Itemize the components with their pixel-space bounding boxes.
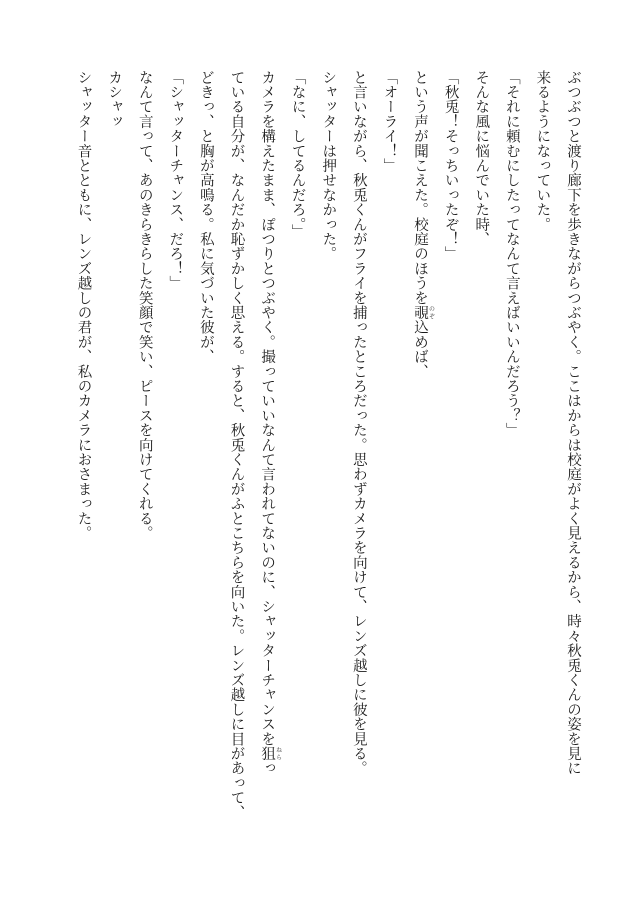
text-line-13: どきっ、と胸が高鳴る。私に気づいた彼が、 [197, 70, 214, 364]
ruby-nerai-base: 狙 [259, 746, 276, 761]
text-line-5: 「秋兎！そっちいったぞ！」 [442, 70, 459, 262]
text-line-8: と言いながら、秋兎くんがフライを捕ったところだった。思わずカメラを向けて、レンズ越しに彼を見る。 [350, 70, 367, 776]
text-line-9: シャッターは押せなかった。 [320, 70, 337, 262]
text-line-6-part-b: 込めば、 [412, 319, 429, 379]
text-line-1: ぶつぶつと渡り廊下を歩きながらつぶやく。ここはからは校庭がよく見えるから、時々秋兎くんの姿を見に [565, 70, 581, 776]
text-line-7: 「オーライ！」 [381, 70, 398, 173]
text-line-4: そんな風に悩んでいた時、 [473, 70, 490, 247]
ruby-nerai-reading: ねら [274, 746, 282, 761]
vertical-text-body [75, 70, 588, 870]
text-line-10: 「なに、してるんだろ。」 [289, 70, 306, 240]
text-line-6-part-a: という声が聞こえた。校庭のほうを [412, 70, 429, 306]
text-line-11 [251, 70, 282, 870]
ruby-nozoki [412, 305, 435, 320]
ruby-nerai [259, 746, 282, 761]
text-line-14: 「シャッターチャンス、だろ！」 [167, 70, 184, 291]
text-line-17: シャッター音とともに、レンズ越しの君が、私のカメラにおさまった。 [75, 70, 92, 541]
text-line-2: 来るようになっていた。 [534, 70, 551, 232]
text-line-6 [404, 70, 435, 870]
ruby-nozoki-reading: のぞ [427, 305, 435, 320]
text-line-15: なんて言って、あのきらきらした笑顔で笑い、ピースを向けてくれる。 [136, 70, 153, 541]
text-line-3: 「それに頼むにしたってなんて言えばいいんだろう？」 [503, 70, 520, 438]
text-line-12: ている自分が、なんだか恥ずかしく思える。すると、秋兎くんがふとこちらを向いた。レンズ越しに目があって、 [228, 70, 245, 820]
text-line-11-part-a: カメラを構えたまま、ぽつりとつぶやく。撮っていいなんて言われてないのに、シャッターチャンスを [259, 70, 276, 747]
text-line-16: カシャッ [106, 70, 123, 129]
ruby-nozoki-base: 覗 [412, 305, 429, 320]
text-line-11-part-b: っ [259, 760, 276, 776]
